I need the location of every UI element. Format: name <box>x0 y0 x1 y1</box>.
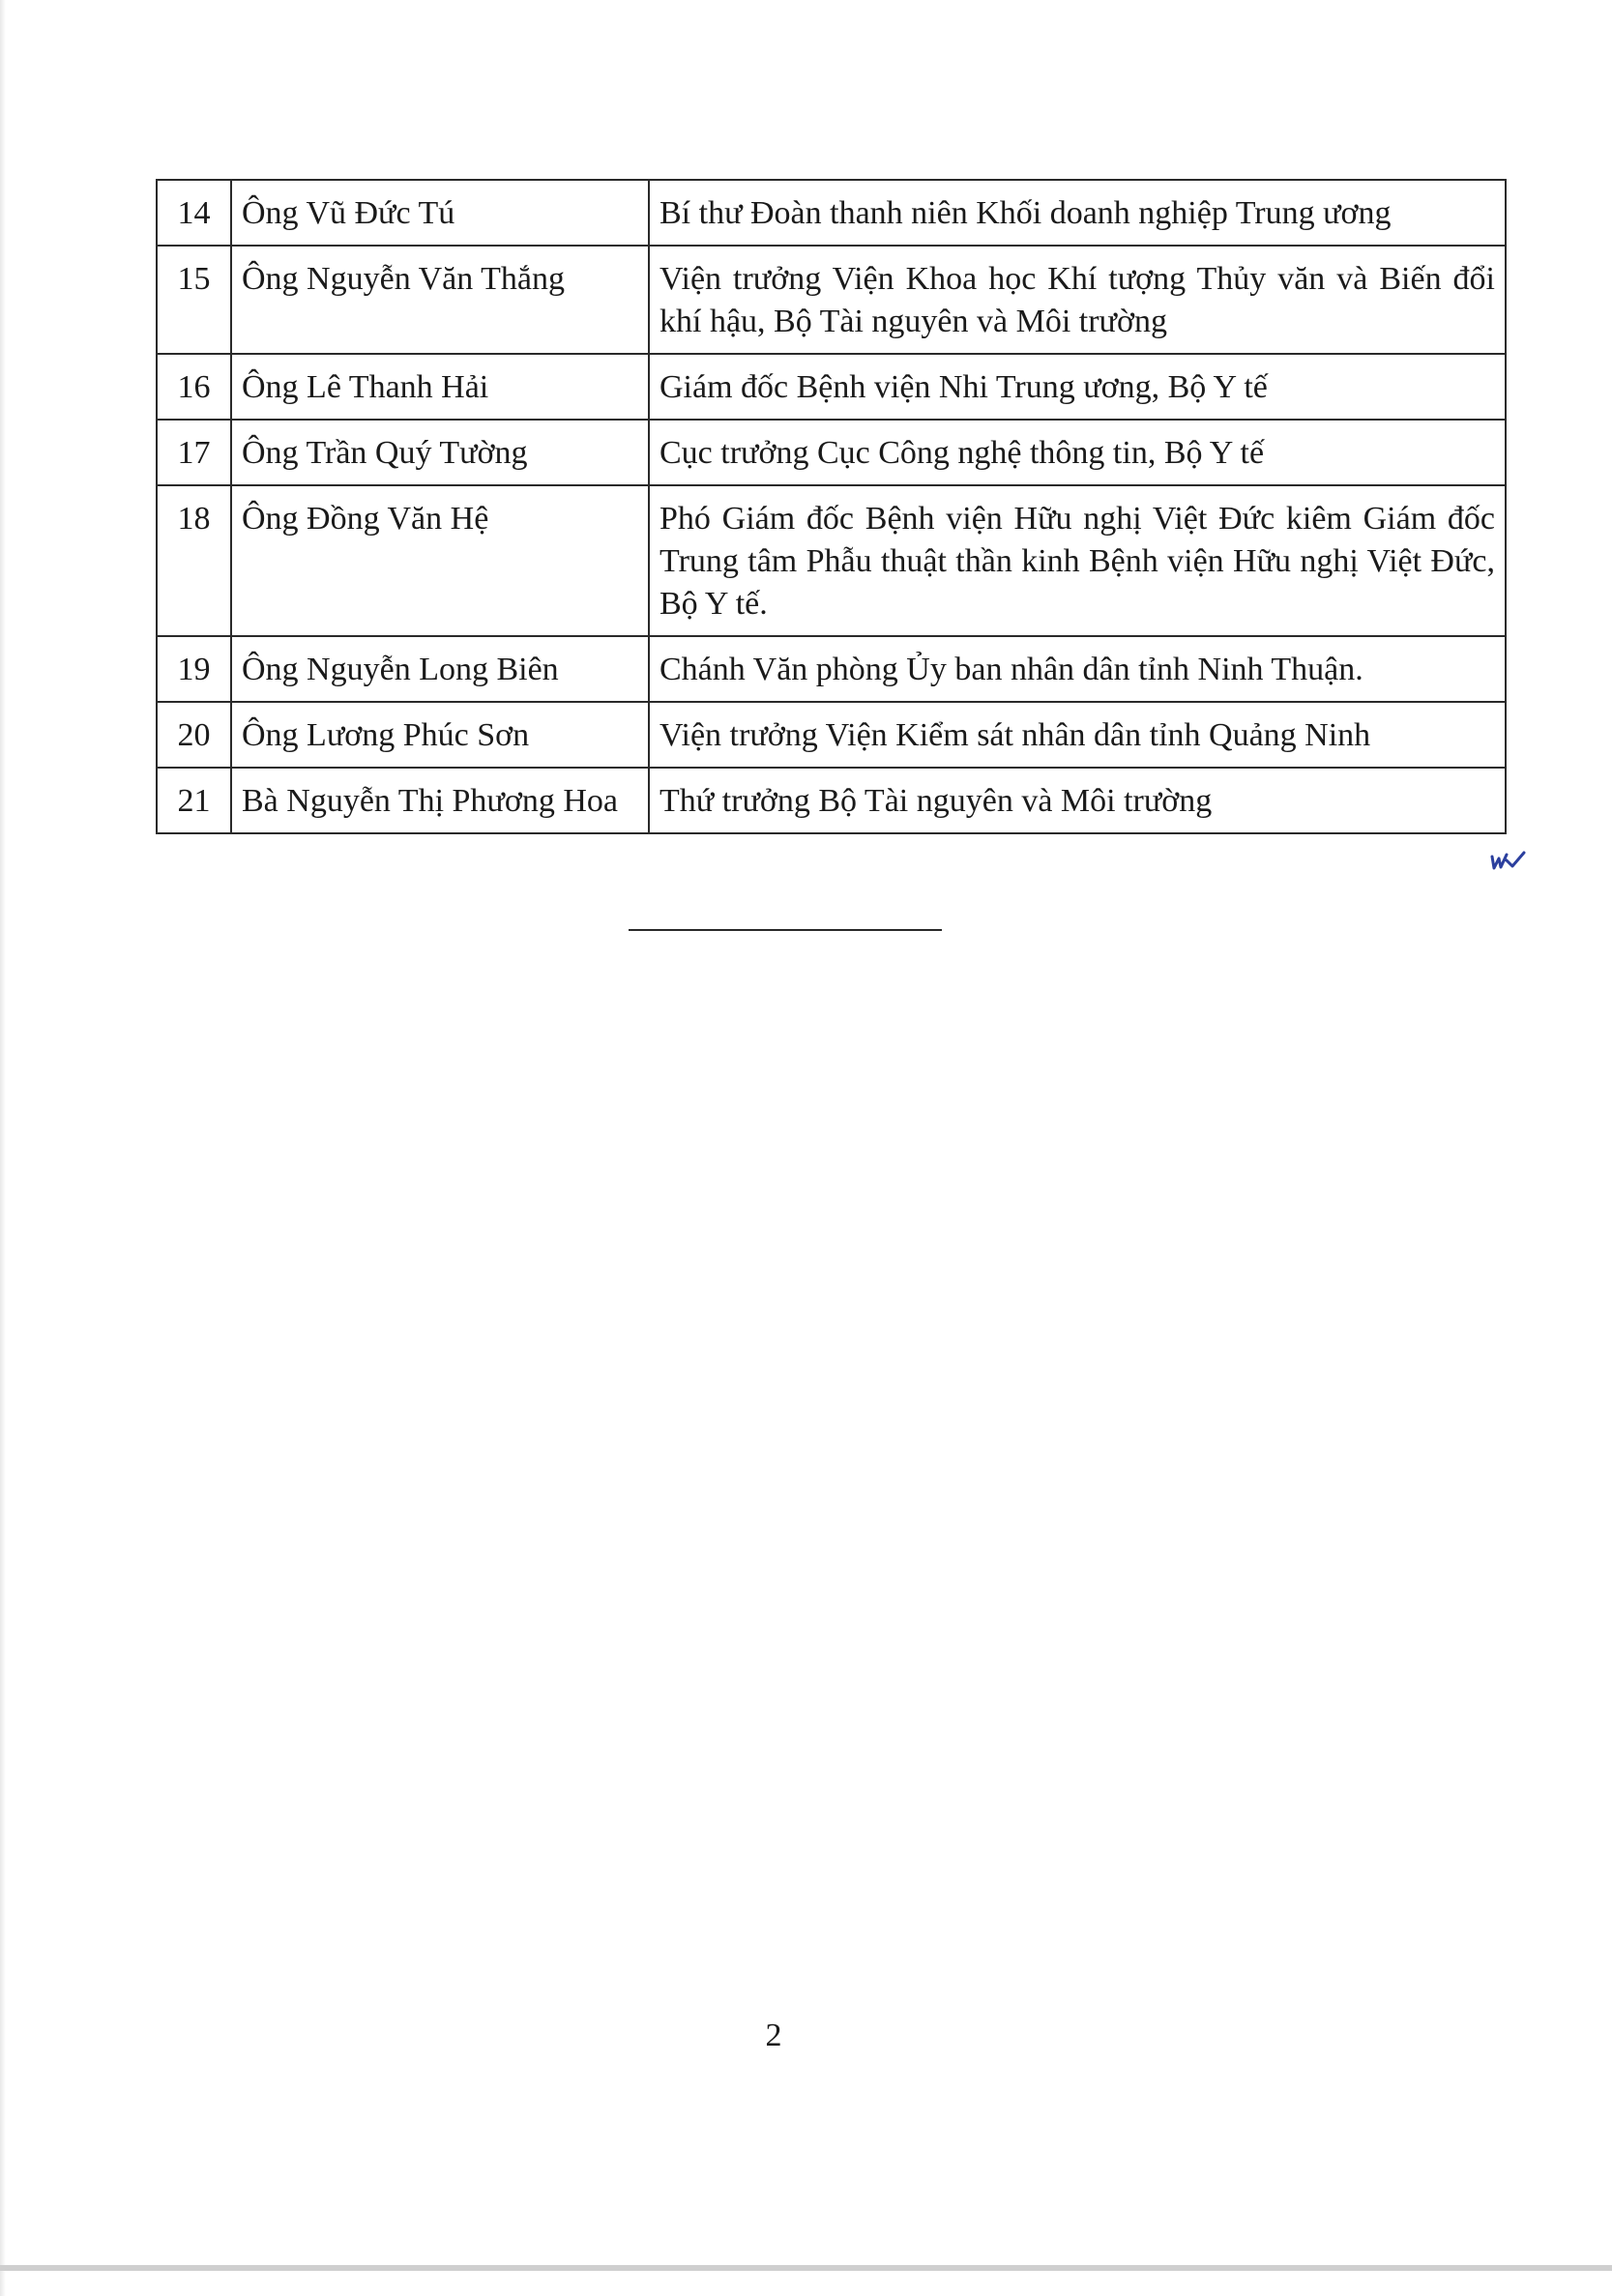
table-row <box>157 702 1506 768</box>
members-table <box>156 179 1507 834</box>
member-name: Bà Nguyễn Thị Phương Hoa <box>231 768 649 833</box>
member-name: Ông Vũ Đức Tú <box>231 180 649 246</box>
row-number: 16 <box>157 354 231 420</box>
member-name: Ông Lê Thanh Hải <box>231 354 649 420</box>
member-position: Giám đốc Bệnh viện Nhi Trung ương, Bộ Y tế <box>649 354 1506 420</box>
section-divider <box>629 929 942 931</box>
member-position: Bí thư Đoàn thanh niên Khối doanh nghiệp Trung ương <box>649 180 1506 246</box>
table-row <box>157 768 1506 833</box>
table-row <box>157 246 1506 354</box>
member-position: Phó Giám đốc Bệnh viện Hữu nghị Việt Đức kiêm Giám đốc Trung tâm Phẫu thuật thần kinh Bệnh viện Hữu nghị Việt Đức, Bộ Y tế. <box>649 485 1506 636</box>
table-row <box>157 485 1506 636</box>
page-number: 2 <box>765 2018 782 2053</box>
handwritten-initial-icon <box>1489 849 1528 874</box>
member-name: Ông Trần Quý Tường <box>231 420 649 485</box>
table-row <box>157 420 1506 485</box>
scan-bottom-edge <box>0 2265 1612 2271</box>
member-position: Cục trưởng Cục Công nghệ thông tin, Bộ Y tế <box>649 420 1506 485</box>
row-number: 14 <box>157 180 231 246</box>
member-position: Thứ trưởng Bộ Tài nguyên và Môi trường <box>649 768 1506 833</box>
member-position: Viện trưởng Viện Khoa học Khí tượng Thủy văn và Biến đổi khí hậu, Bộ Tài nguyên và Môi trường <box>649 246 1506 354</box>
table-row <box>157 180 1506 246</box>
row-number: 20 <box>157 702 231 768</box>
member-name: Ông Lương Phúc Sơn <box>231 702 649 768</box>
table-row <box>157 636 1506 702</box>
scan-edge-shadow <box>0 0 6 2296</box>
member-position: Viện trưởng Viện Kiểm sát nhân dân tỉnh Quảng Ninh <box>649 702 1506 768</box>
row-number: 17 <box>157 420 231 485</box>
row-number: 15 <box>157 246 231 354</box>
member-name: Ông Đồng Văn Hệ <box>231 485 649 636</box>
table-row <box>157 354 1506 420</box>
row-number: 21 <box>157 768 231 833</box>
row-number: 19 <box>157 636 231 702</box>
member-position: Chánh Văn phòng Ủy ban nhân dân tỉnh Ninh Thuận. <box>649 636 1506 702</box>
member-name: Ông Nguyễn Văn Thắng <box>231 246 649 354</box>
member-name: Ông Nguyễn Long Biên <box>231 636 649 702</box>
row-number: 18 <box>157 485 231 636</box>
